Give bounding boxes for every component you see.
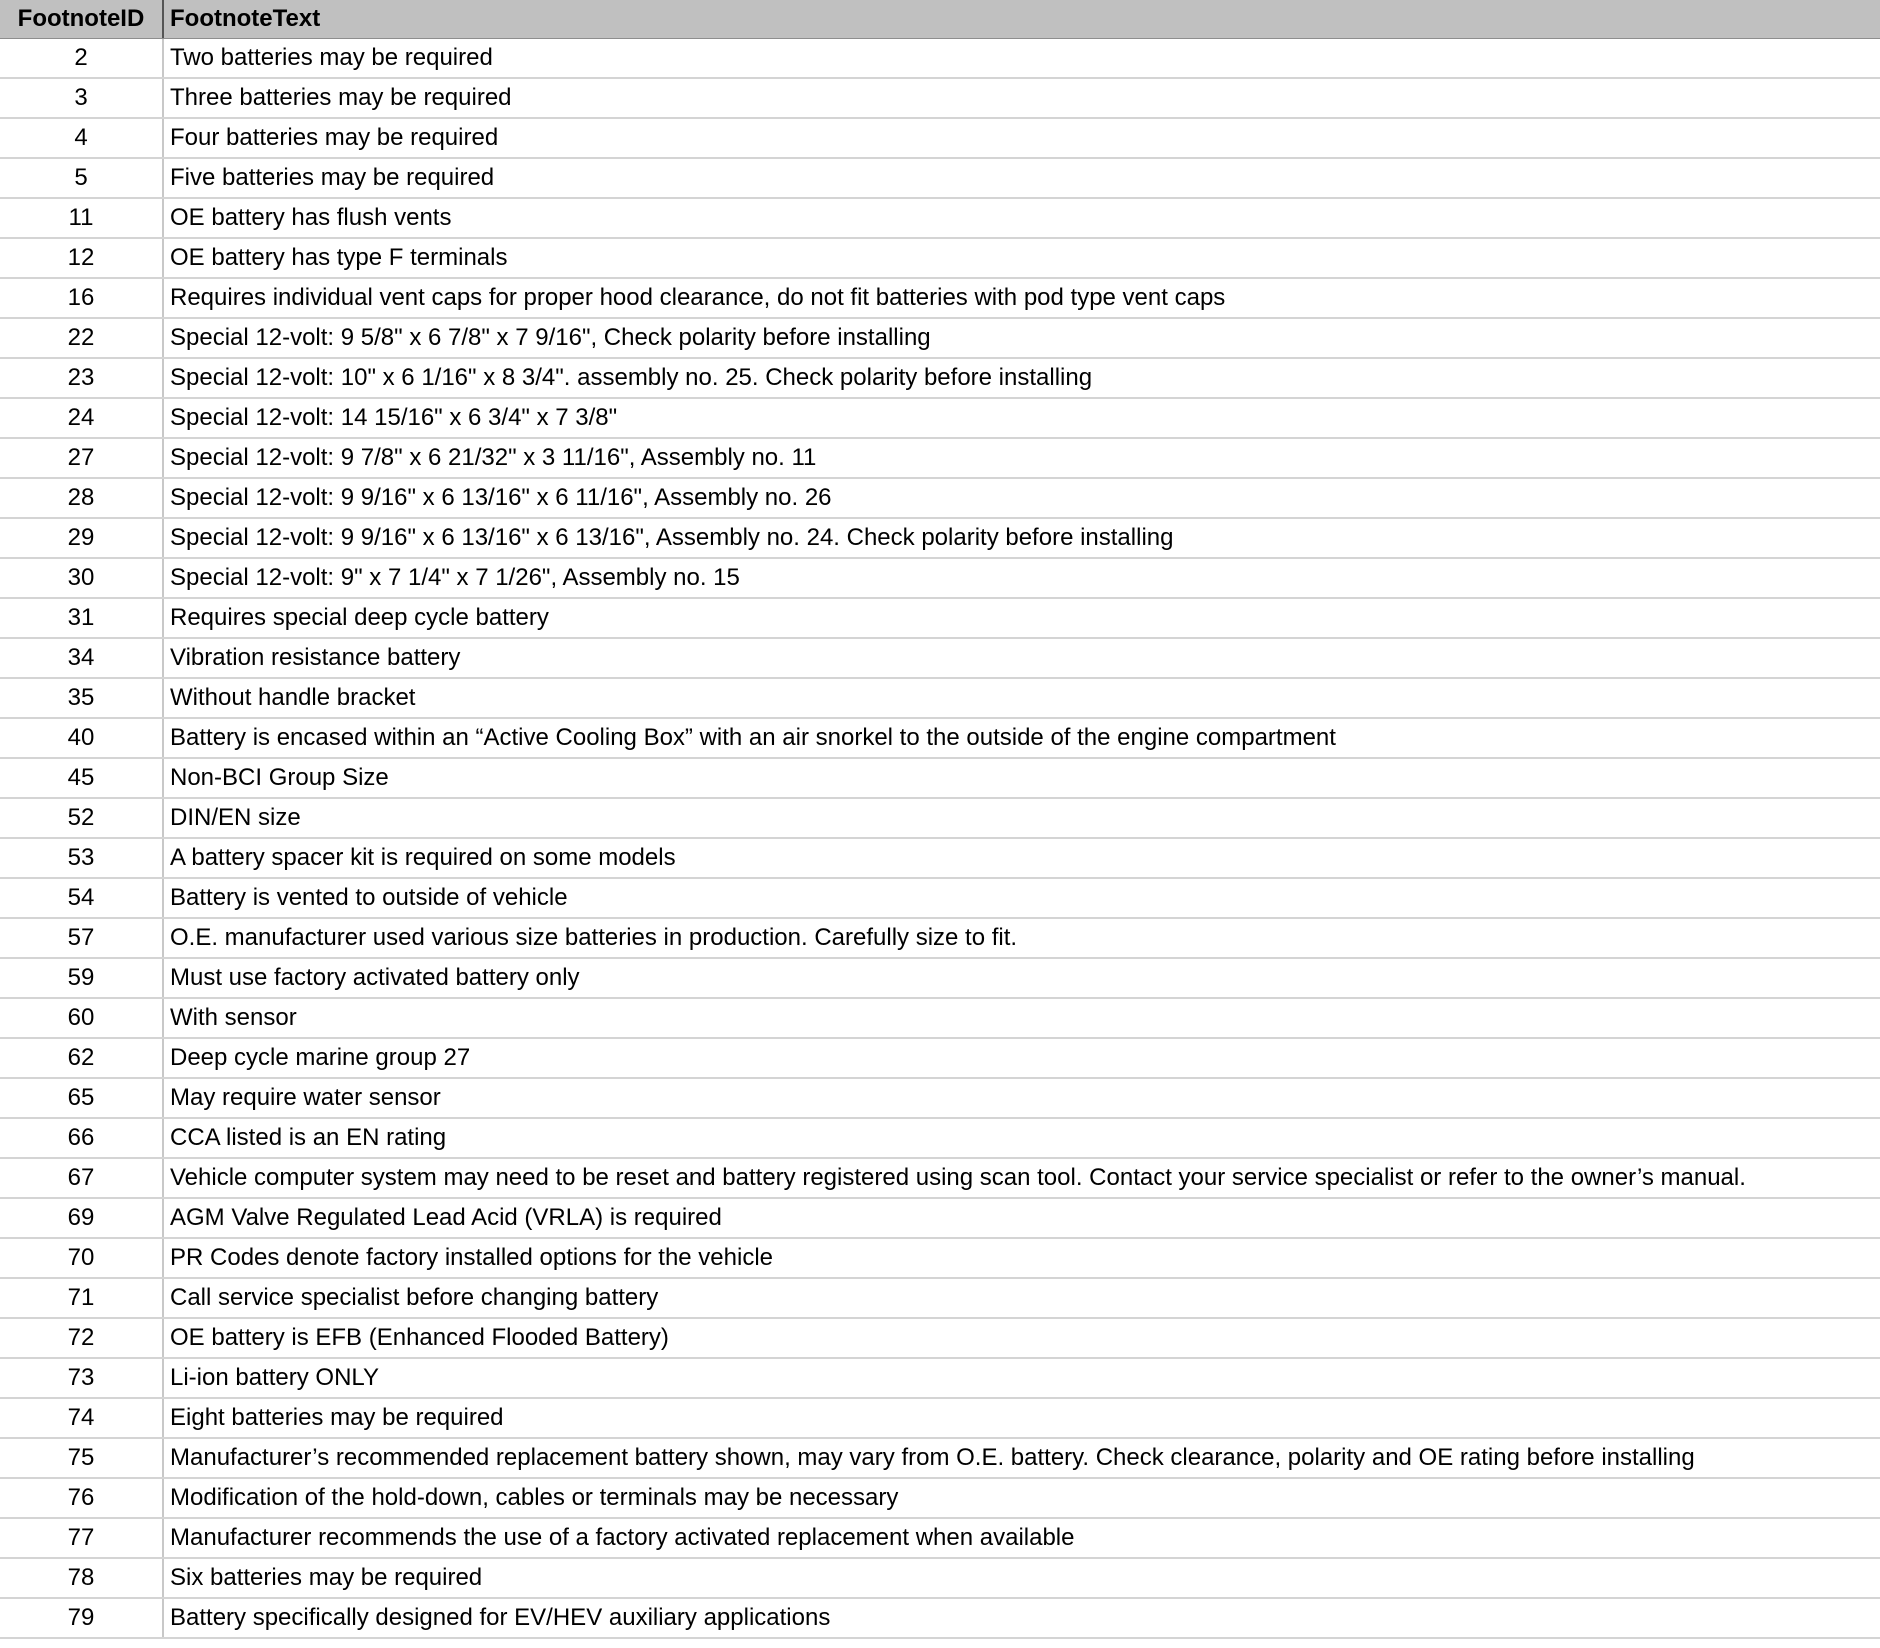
footnote-text-value: Requires special deep cycle battery <box>170 604 549 631</box>
footnote-text-value: Requires individual vent caps for proper hood clearance, do not fit batteries with pod type vent caps <box>170 284 1226 311</box>
table-row <box>0 479 1880 519</box>
cell-footnote-text[interactable] <box>164 1319 1880 1357</box>
cell-footnote-text[interactable] <box>164 399 1880 437</box>
footnote-id-value: 16 <box>67 284 95 311</box>
cell-footnote-text[interactable] <box>164 279 1880 317</box>
table-row <box>0 199 1880 239</box>
cell-footnote-text[interactable] <box>164 919 1880 957</box>
footnote-id-value: 29 <box>67 524 95 551</box>
table-row <box>0 799 1880 839</box>
cell-footnote-id[interactable] <box>0 1279 164 1317</box>
table-row <box>0 999 1880 1039</box>
table-row <box>0 559 1880 599</box>
table-row <box>0 39 1880 79</box>
cell-footnote-id[interactable] <box>0 399 164 437</box>
table-row <box>0 319 1880 359</box>
cell-footnote-text[interactable] <box>164 39 1880 77</box>
cell-footnote-text[interactable] <box>164 1079 1880 1117</box>
table-row <box>0 959 1880 999</box>
footnote-id-value: 71 <box>67 1284 95 1311</box>
cell-footnote-text[interactable] <box>164 319 1880 357</box>
footnote-id-value: 76 <box>67 1484 95 1511</box>
cell-footnote-id[interactable] <box>0 1319 164 1357</box>
footnote-text-value: Battery is vented to outside of vehicle <box>170 884 568 911</box>
cell-footnote-text[interactable] <box>164 1479 1880 1517</box>
table-row <box>0 519 1880 559</box>
footnote-text-value: CCA listed is an EN rating <box>170 1124 447 1151</box>
footnote-id-value: 75 <box>67 1444 95 1471</box>
footnote-text-value: Special 12-volt: 9 5/8" x 6 7/8" x 7 9/16", Check polarity before installing <box>170 324 931 351</box>
cell-footnote-text[interactable] <box>164 359 1880 397</box>
footnote-id-value: 57 <box>67 924 95 951</box>
cell-footnote-id[interactable] <box>0 119 164 157</box>
footnote-id-value: 72 <box>67 1324 95 1351</box>
footnote-id-value: 2 <box>74 44 88 71</box>
cell-footnote-id[interactable] <box>0 1359 164 1397</box>
cell-footnote-text[interactable] <box>164 199 1880 237</box>
cell-footnote-id[interactable] <box>0 1199 164 1237</box>
table-row <box>0 879 1880 919</box>
footnote-text-value: Special 12-volt: 9" x 7 1/4" x 7 1/26", Assembly no. 15 <box>170 564 740 591</box>
footnote-id-value: 34 <box>67 644 95 671</box>
footnote-id-value: 54 <box>67 884 95 911</box>
cell-footnote-id[interactable] <box>0 279 164 317</box>
table-body <box>0 39 1880 1639</box>
table-row <box>0 599 1880 639</box>
cell-footnote-text[interactable] <box>164 999 1880 1037</box>
footnote-text-value: OE battery has flush vents <box>170 204 452 231</box>
footnote-id-value: 31 <box>67 604 95 631</box>
cell-footnote-text[interactable] <box>164 239 1880 277</box>
table-row <box>0 1199 1880 1239</box>
footnote-text-value: Special 12-volt: 9 7/8" x 6 21/32" x 3 11/16", Assembly no. 11 <box>170 444 817 471</box>
footnote-id-value: 45 <box>67 764 95 791</box>
cell-footnote-text[interactable] <box>164 639 1880 677</box>
table-row <box>0 719 1880 759</box>
footnote-id-value: 59 <box>67 964 95 991</box>
footnote-id-value: 23 <box>67 364 95 391</box>
footnote-id-value: 69 <box>67 1204 95 1231</box>
footnote-id-value: 22 <box>67 324 95 351</box>
cell-footnote-id[interactable] <box>0 919 164 957</box>
footnote-id-value: 79 <box>67 1604 95 1631</box>
table-row <box>0 759 1880 799</box>
table-row <box>0 1319 1880 1359</box>
table-row <box>0 1119 1880 1159</box>
footnote-text-value: May require water sensor <box>170 1084 441 1111</box>
footnote-text-value: PR Codes denote factory installed options for the vehicle <box>170 1244 774 1271</box>
footnote-id-value: 35 <box>67 684 95 711</box>
footnote-id-value: 40 <box>67 724 95 751</box>
table-row <box>0 399 1880 439</box>
footnote-text-value: Special 12-volt: 9 9/16" x 6 13/16" x 6 11/16", Assembly no. 26 <box>170 484 832 511</box>
cell-footnote-text[interactable] <box>164 519 1880 557</box>
cell-footnote-text[interactable] <box>164 1439 1880 1477</box>
footnote-text-value: Battery is encased within an “Active Cooling Box” with an air snorkel to the outside of the engine compartment <box>170 724 1336 751</box>
cell-footnote-text[interactable] <box>164 1519 1880 1557</box>
footnote-id-value: 12 <box>67 244 95 271</box>
table-row <box>0 439 1880 479</box>
footnote-id-value: 78 <box>67 1564 95 1591</box>
footnote-text-value: Vibration resistance battery <box>170 644 461 671</box>
cell-footnote-text[interactable] <box>164 959 1880 997</box>
footnote-text-value: Vehicle computer system may need to be reset and battery registered using scan tool. Contact your service specialist or refer to the owner’s manual. <box>170 1164 1746 1191</box>
cell-footnote-id[interactable] <box>0 519 164 557</box>
footnote-id-value: 53 <box>67 844 95 871</box>
table-row <box>0 119 1880 159</box>
cell-footnote-id[interactable] <box>0 879 164 917</box>
footnote-id-value: 62 <box>67 1044 95 1071</box>
cell-footnote-text[interactable] <box>164 679 1880 717</box>
footnote-text-value: Special 12-volt: 9 9/16" x 6 13/16" x 6 13/16", Assembly no. 24. Check polarity before installing <box>170 524 1174 551</box>
footnote-text-value: Five batteries may be required <box>170 164 495 191</box>
cell-footnote-id[interactable] <box>0 319 164 357</box>
footnote-id-value: 5 <box>74 164 88 191</box>
footnote-text-value: Manufacturer’s recommended replacement battery shown, may vary from O.E. battery. Check clearance, polarity and OE rating before installing <box>170 1444 1695 1471</box>
footnote-id-value: 30 <box>67 564 95 591</box>
cell-footnote-text[interactable] <box>164 1359 1880 1397</box>
cell-footnote-text[interactable] <box>164 839 1880 877</box>
footnote-text-value: Special 12-volt: 14 15/16" x 6 3/4" x 7 3/8" <box>170 404 618 431</box>
table-row <box>0 1159 1880 1199</box>
table-row <box>0 1439 1880 1479</box>
cell-footnote-text[interactable] <box>164 719 1880 757</box>
footnote-text-value: Must use factory activated battery only <box>170 964 580 991</box>
table-row <box>0 839 1880 879</box>
table-row <box>0 919 1880 959</box>
cell-footnote-id[interactable] <box>0 959 164 997</box>
cell-footnote-id[interactable] <box>0 679 164 717</box>
footnote-text-value: Manufacturer recommends the use of a factory activated replacement when available <box>170 1524 1075 1551</box>
table-row <box>0 359 1880 399</box>
table-row <box>0 1519 1880 1559</box>
footnote-id-value: 27 <box>67 444 95 471</box>
cell-footnote-id[interactable] <box>0 479 164 517</box>
footnote-text-value: Call service specialist before changing battery <box>170 1284 659 1311</box>
footnote-text-value: Li-ion battery ONLY <box>170 1364 379 1391</box>
footnote-text-value: Non-BCI Group Size <box>170 764 389 791</box>
footnote-text-value: Modification of the hold-down, cables or terminals may be necessary <box>170 1484 899 1511</box>
cell-footnote-id[interactable] <box>0 39 164 77</box>
cell-footnote-text[interactable] <box>164 799 1880 837</box>
footnote-text-value: DIN/EN size <box>170 804 301 831</box>
cell-footnote-text[interactable] <box>164 879 1880 917</box>
table-row <box>0 1039 1880 1079</box>
table-row <box>0 159 1880 199</box>
cell-footnote-id[interactable] <box>0 1399 164 1437</box>
cell-footnote-text[interactable] <box>164 1399 1880 1437</box>
table-row <box>0 1359 1880 1399</box>
header-cell-footnote-id[interactable] <box>0 0 164 38</box>
footnote-text-value: A battery spacer kit is required on some models <box>170 844 676 871</box>
cell-footnote-id[interactable] <box>0 79 164 117</box>
header-label-footnote-text: FootnoteText <box>170 5 321 32</box>
cell-footnote-text[interactable] <box>164 119 1880 157</box>
footnote-id-value: 73 <box>67 1364 95 1391</box>
header-cell-footnote-text[interactable] <box>164 0 1880 38</box>
table-row <box>0 679 1880 719</box>
cell-footnote-text[interactable] <box>164 759 1880 797</box>
table-row <box>0 1479 1880 1519</box>
cell-footnote-id[interactable] <box>0 1599 164 1637</box>
cell-footnote-id[interactable] <box>0 639 164 677</box>
table-row <box>0 79 1880 119</box>
footnote-text-value: Four batteries may be required <box>170 124 499 151</box>
footnote-id-value: 24 <box>67 404 95 431</box>
cell-footnote-id[interactable] <box>0 439 164 477</box>
footnote-id-value: 65 <box>67 1084 95 1111</box>
footnote-text-value: Special 12-volt: 10" x 6 1/16" x 8 3/4". assembly no. 25. Check polarity before installing <box>170 364 1093 391</box>
cell-footnote-id[interactable] <box>0 1559 164 1597</box>
cell-footnote-text[interactable] <box>164 1599 1880 1637</box>
cell-footnote-text[interactable] <box>164 1119 1880 1157</box>
footnote-id-value: 67 <box>67 1164 95 1191</box>
footnote-text-value: O.E. manufacturer used various size batteries in production. Carefully size to fit. <box>170 924 1018 951</box>
cell-footnote-id[interactable] <box>0 1479 164 1517</box>
header-label-footnote-id: FootnoteID <box>17 5 145 32</box>
cell-footnote-text[interactable] <box>164 1039 1880 1077</box>
footnote-text-value: Six batteries may be required <box>170 1564 483 1591</box>
table-row <box>0 1559 1880 1599</box>
cell-footnote-id[interactable] <box>0 1119 164 1157</box>
cell-footnote-id[interactable] <box>0 839 164 877</box>
cell-footnote-id[interactable] <box>0 1439 164 1477</box>
cell-footnote-id[interactable] <box>0 1039 164 1077</box>
footnote-id-value: 70 <box>67 1244 95 1271</box>
cell-footnote-text[interactable] <box>164 599 1880 637</box>
cell-footnote-text[interactable] <box>164 439 1880 477</box>
table-row <box>0 1399 1880 1439</box>
cell-footnote-text[interactable] <box>164 159 1880 197</box>
footnote-id-value: 74 <box>67 1404 95 1431</box>
footnote-text-value: With sensor <box>170 1004 297 1031</box>
footnote-id-value: 52 <box>67 804 95 831</box>
footnote-id-value: 66 <box>67 1124 95 1151</box>
cell-footnote-id[interactable] <box>0 799 164 837</box>
cell-footnote-id[interactable] <box>0 159 164 197</box>
cell-footnote-id[interactable] <box>0 239 164 277</box>
cell-footnote-id[interactable] <box>0 559 164 597</box>
cell-footnote-text[interactable] <box>164 1279 1880 1317</box>
cell-footnote-id[interactable] <box>0 359 164 397</box>
cell-footnote-id[interactable] <box>0 719 164 757</box>
footnote-text-value: Two batteries may be required <box>170 44 493 71</box>
cell-footnote-id[interactable] <box>0 599 164 637</box>
footnote-text-value: Eight batteries may be required <box>170 1404 504 1431</box>
footnote-id-value: 11 <box>68 204 94 231</box>
table-row <box>0 639 1880 679</box>
cell-footnote-text[interactable] <box>164 1559 1880 1597</box>
table-row <box>0 1079 1880 1119</box>
footnote-id-value: 3 <box>74 84 88 111</box>
footnote-text-value: Without handle bracket <box>170 684 416 711</box>
cell-footnote-id[interactable] <box>0 999 164 1037</box>
cell-footnote-id[interactable] <box>0 759 164 797</box>
footnote-text-value: Deep cycle marine group 27 <box>170 1044 471 1071</box>
cell-footnote-text[interactable] <box>164 1199 1880 1237</box>
table-row <box>0 239 1880 279</box>
cell-footnote-text[interactable] <box>164 559 1880 597</box>
cell-footnote-text[interactable] <box>164 1239 1880 1277</box>
table-row <box>0 1239 1880 1279</box>
cell-footnote-id[interactable] <box>0 1079 164 1117</box>
cell-footnote-id[interactable] <box>0 199 164 237</box>
footnote-text-value: OE battery is EFB (Enhanced Flooded Battery) <box>170 1324 669 1351</box>
footnote-text-value: AGM Valve Regulated Lead Acid (VRLA) is required <box>170 1204 722 1231</box>
footnote-id-value: 4 <box>74 124 88 151</box>
table-header-row <box>0 0 1880 39</box>
cell-footnote-text[interactable] <box>164 79 1880 117</box>
cell-footnote-id[interactable] <box>0 1519 164 1557</box>
footnote-id-value: 77 <box>67 1524 95 1551</box>
cell-footnote-id[interactable] <box>0 1159 164 1197</box>
table-row <box>0 279 1880 319</box>
table-row <box>0 1279 1880 1319</box>
table-row <box>0 1599 1880 1639</box>
footnote-text-value: Three batteries may be required <box>170 84 512 111</box>
footnote-id-value: 60 <box>67 1004 95 1031</box>
cell-footnote-id[interactable] <box>0 1239 164 1277</box>
footnote-text-value: Battery specifically designed for EV/HEV auxiliary applications <box>170 1604 831 1631</box>
cell-footnote-text[interactable] <box>164 1159 1880 1197</box>
footnote-text-value: OE battery has type F terminals <box>170 244 508 271</box>
cell-footnote-text[interactable] <box>164 479 1880 517</box>
footnote-id-value: 28 <box>67 484 95 511</box>
